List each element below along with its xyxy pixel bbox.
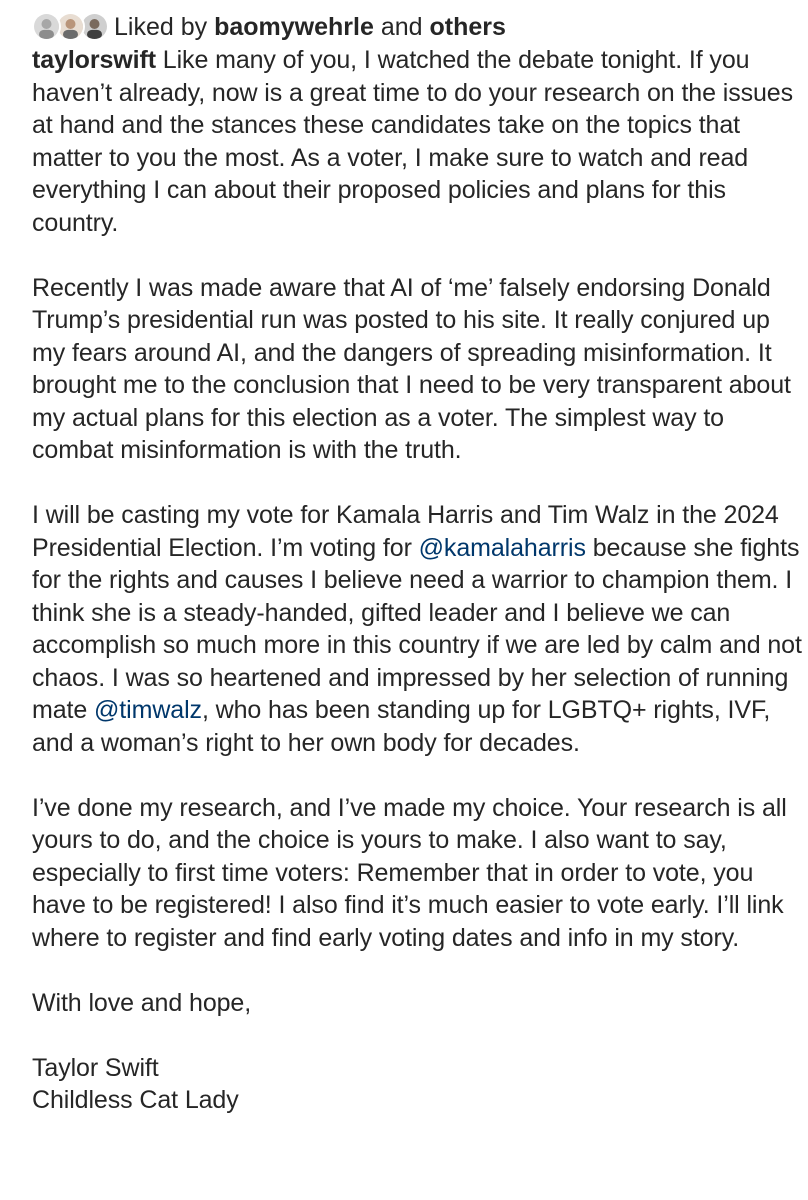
- caption-text: because she fights for the rights and causes I believe need a warrior to champion them. I think she is a steady-handed, gifted leader and I believe we can accomplish so much more in this country if we are led by calm and not chaos. I was so heartened and impressed by her selection of running mate: [32, 533, 802, 724]
- avatar-2-image: [58, 14, 83, 39]
- avatar-3-image: [82, 14, 107, 39]
- liker-avatars[interactable]: [32, 11, 110, 43]
- post-container: [32, 10, 802, 1117]
- likes-and-label: and: [380, 13, 423, 41]
- caption-text: , who has been standing up for LGBTQ+ rights, IVF, and a woman’s right to her own body for decades.: [32, 696, 771, 757]
- caption-text: I will be casting my vote for Kamala Harris and Tim Walz in the 2024 Presidential Election. I’m voting for: [32, 501, 779, 562]
- mention-timwalz-link[interactable]: @timwalz: [94, 696, 202, 724]
- liked-by-label: Liked by: [114, 13, 208, 41]
- liker-username-link[interactable]: baomywehrle: [214, 13, 374, 41]
- caption-paragraph-1: [32, 44, 802, 239]
- signature-title: Childless Cat Lady: [32, 1086, 239, 1114]
- likes-others-link[interactable]: others: [429, 13, 506, 41]
- mention-kamalaharris-link[interactable]: @kamalaharris: [418, 533, 586, 562]
- likes-row[interactable]: [32, 10, 802, 44]
- signature-block: [32, 1052, 802, 1117]
- avatar[interactable]: [32, 12, 61, 41]
- post-caption: [32, 44, 802, 1117]
- caption-paragraph-5: With love and hope,: [32, 988, 252, 1017]
- caption-paragraph-2: Recently I was made aware that AI of ‘me’ falsely endorsing Donald Trump’s presidential run was posted to his site. It really conjured up my fears around AI, and the dangers of spreading misinformation. It brought me to the conclusion that I need to be very transparent about my actual plans for this election as a voter. The simplest way to combat misinformation is with the truth.: [32, 273, 791, 464]
- avatar-1-image: [34, 14, 59, 39]
- caption-paragraph-3: [32, 499, 802, 759]
- caption-paragraph-4: I’ve done my research, and I’ve made my choice. Your research is all yours to do, and the choice is yours to make. I also want to say, especially to first time voters: Remember that in order to vote, you have to be registered! I also find it’s much easier to vote early. I’ll link where to register and find early voting dates and info in my story.: [32, 793, 787, 952]
- author-username-link[interactable]: taylorswift: [32, 46, 156, 74]
- signature-name: Taylor Swift: [32, 1053, 159, 1082]
- caption-text: Like many of you, I watched the debate tonight. If you haven’t already, now is a great time to do your research on the issues at hand and the stances these candidates take on the topics that matter to you the most. As a voter, I make sure to watch and read everything I can about their proposed policies and plans for this country.: [32, 46, 794, 237]
